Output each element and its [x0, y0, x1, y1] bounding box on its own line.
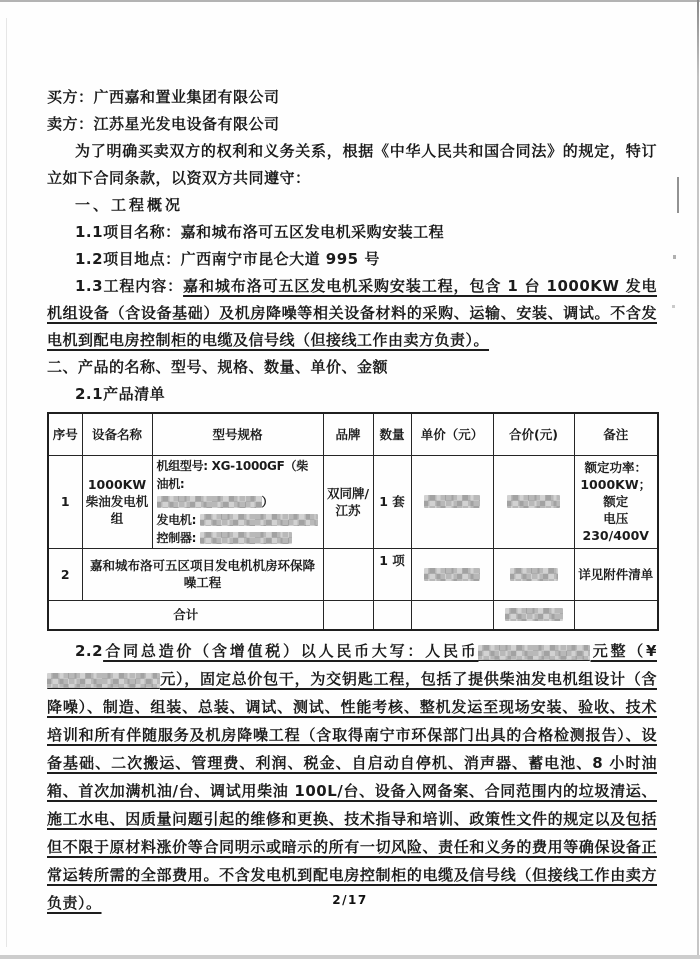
- redacted-controller-model: [200, 532, 292, 544]
- redacted-unit-price: [424, 568, 480, 581]
- table-total-row: [48, 600, 658, 630]
- item-1-2-project-location: 1.2项目地点：广西南宁市昆仑大道 995 号: [75, 250, 380, 268]
- remark-line: 电压: [603, 511, 629, 526]
- cell-r2-index: 2: [48, 548, 82, 600]
- cell-r2-remark: 详见附件清单: [574, 548, 658, 600]
- redacted-amount-figures: [47, 673, 160, 689]
- preamble-paragraph: 为了明确买卖双方的权利和义务关系，根据《中华人民共和国合同法》的规定，特订立如下合同条款，以资双方共同遵守：: [47, 142, 657, 187]
- scan-artifact-speck: [673, 255, 676, 259]
- col-header-index: 序号: [48, 413, 82, 455]
- table-row-noise-reduction: [48, 548, 658, 600]
- redacted-amount-words: [478, 645, 590, 661]
- spec-line-alternator: [157, 511, 320, 529]
- cell-grand-total: [493, 600, 574, 630]
- item-1-3-body: 嘉和城布洛可五区发电机采购安装工程，包含 1 台 1000KW 发电机组设备（含设备基础）及机房降噪等相关设备材料的采购、运输、安装、调试。不含发电机到配电房控制柜的电缆及信号线（但接线工作由卖方负责）。: [47, 277, 657, 349]
- buyer-line: 买方：广西嘉和置业集团有限公司: [47, 88, 280, 106]
- scan-artifact-speck: [672, 305, 675, 308]
- item-1-3-label: 1.3工程内容：: [75, 277, 184, 295]
- clause-2-2-part3: 元），固定总价包干，为交钥匙工程，包括了提供柴油发电机组设计（含降噪）、制造、组装、总装、调试、测试、性能考核、整机发运至现场安装、验收、技术培训和所有伴随服务及机房降噪工程（含取得南宁市环保部门出具的合格检测报告）、设备基础、二次搬运、管理费、利润、税金、自启动自停机、消声器、蓄电池、8 小时油箱、首次加满机油/台、调试用柴油 100L/台、设备入网备案、合同范围内的垃圾清运、施工水电、因质量问题引起的维修和更换、技术指导和培训、政策性文件的规定以及包括但不限于原材料涨价等合同明示或暗示的所有一切风险、责任和义务的费用等确保设备正常运转所需的全部费用。不含发电机到配电房控制柜的电缆及信号线（但接线工作由卖方负责）。: [47, 670, 657, 912]
- col-header-remark: 备注: [574, 413, 658, 455]
- col-header-total-price: 合价(元): [493, 413, 574, 455]
- col-header-equipment-name: 设备名称: [82, 413, 152, 455]
- scan-artifact-line: [677, 177, 679, 213]
- scan-bottom-edge: [0, 955, 700, 959]
- cell-r1-brand: 双同牌/江苏: [323, 455, 373, 548]
- remark-line: 额定功率：: [584, 460, 647, 475]
- cell-total-brand: [323, 600, 373, 630]
- cell-r2-name: 嘉和城布洛可五区项目发电机机房环保降噪工程: [82, 548, 323, 600]
- seller-line: 卖方：江苏星光发电设备有限公司: [47, 115, 280, 133]
- redacted-engine-model: [157, 496, 262, 508]
- clause-2-2-part2: 元整（¥: [590, 642, 657, 660]
- redacted-unit-price: [424, 495, 480, 508]
- table-header-row: [48, 413, 658, 455]
- redacted-total-price: [507, 495, 560, 508]
- scan-right-edge: [697, 0, 699, 959]
- cell-r1-qty: 1 套: [373, 455, 411, 548]
- spec-paren: ）: [261, 494, 274, 509]
- product-list-table: [47, 412, 659, 631]
- scan-top-edge: [0, 0, 700, 2]
- redacted-grand-total: [505, 608, 563, 621]
- col-header-unit-price: 单价（元）: [411, 413, 493, 455]
- redacted-total-price: [510, 568, 558, 581]
- cell-total-label: 合计: [48, 600, 323, 630]
- section2-title: 二、产品的名称、型号、规格、数量、单价、金额: [47, 358, 389, 376]
- spec-line-model: 机组型号: XG-1000GF（柴油机:: [156, 458, 308, 491]
- scan-left-edge: [6, 18, 7, 947]
- col-header-quantity: 数量: [373, 413, 411, 455]
- cell-r2-unit-price: [411, 548, 493, 600]
- clause-2-2-part1: 合同总造价（含增值税）以人民币大写：人民币: [103, 642, 479, 660]
- cell-r2-qty: 1 项: [373, 548, 411, 600]
- col-header-brand: 品牌: [323, 413, 373, 455]
- cell-r2-brand: [323, 548, 373, 600]
- cell-r1-total-price: [493, 455, 574, 548]
- document-body: [47, 84, 657, 917]
- cell-r1-spec: [152, 455, 323, 548]
- controller-label: 控制器:: [156, 530, 200, 545]
- page-number: 2/17: [332, 893, 368, 907]
- section1-title: 一、工程概况: [75, 196, 184, 214]
- cell-total-unit-price: [411, 600, 493, 630]
- sub-2-1-title: 2.1产品清单: [75, 385, 166, 403]
- cell-r1-unit-price: [411, 455, 493, 548]
- item-1-1-project-name: 1.1项目名称：嘉和城布洛可五区发电机采购安装工程: [75, 223, 445, 241]
- clause-2-2-number: 2.2: [75, 642, 104, 660]
- cell-r1-remark: [574, 455, 658, 548]
- redacted-alternator-model: [200, 514, 318, 526]
- spec-line-engine: [157, 493, 320, 511]
- clause-2-2: [47, 637, 657, 917]
- cell-r1-name: 1000KW 柴油发电机组: [82, 455, 152, 548]
- spec-line-controller: [157, 529, 320, 547]
- table-row-generator: [48, 455, 658, 548]
- col-header-model-spec: 型号规格: [152, 413, 323, 455]
- remark-line: 230/400V: [582, 528, 649, 543]
- cell-r2-total-price: [493, 548, 574, 600]
- remark-line: 1000KW；额定: [580, 477, 652, 509]
- cell-total-qty: [373, 600, 411, 630]
- cell-r1-index: 1: [48, 455, 82, 548]
- item-1-3-scope: [47, 273, 657, 354]
- cell-total-remark: [574, 600, 658, 630]
- alternator-label: 发电机:: [156, 512, 200, 527]
